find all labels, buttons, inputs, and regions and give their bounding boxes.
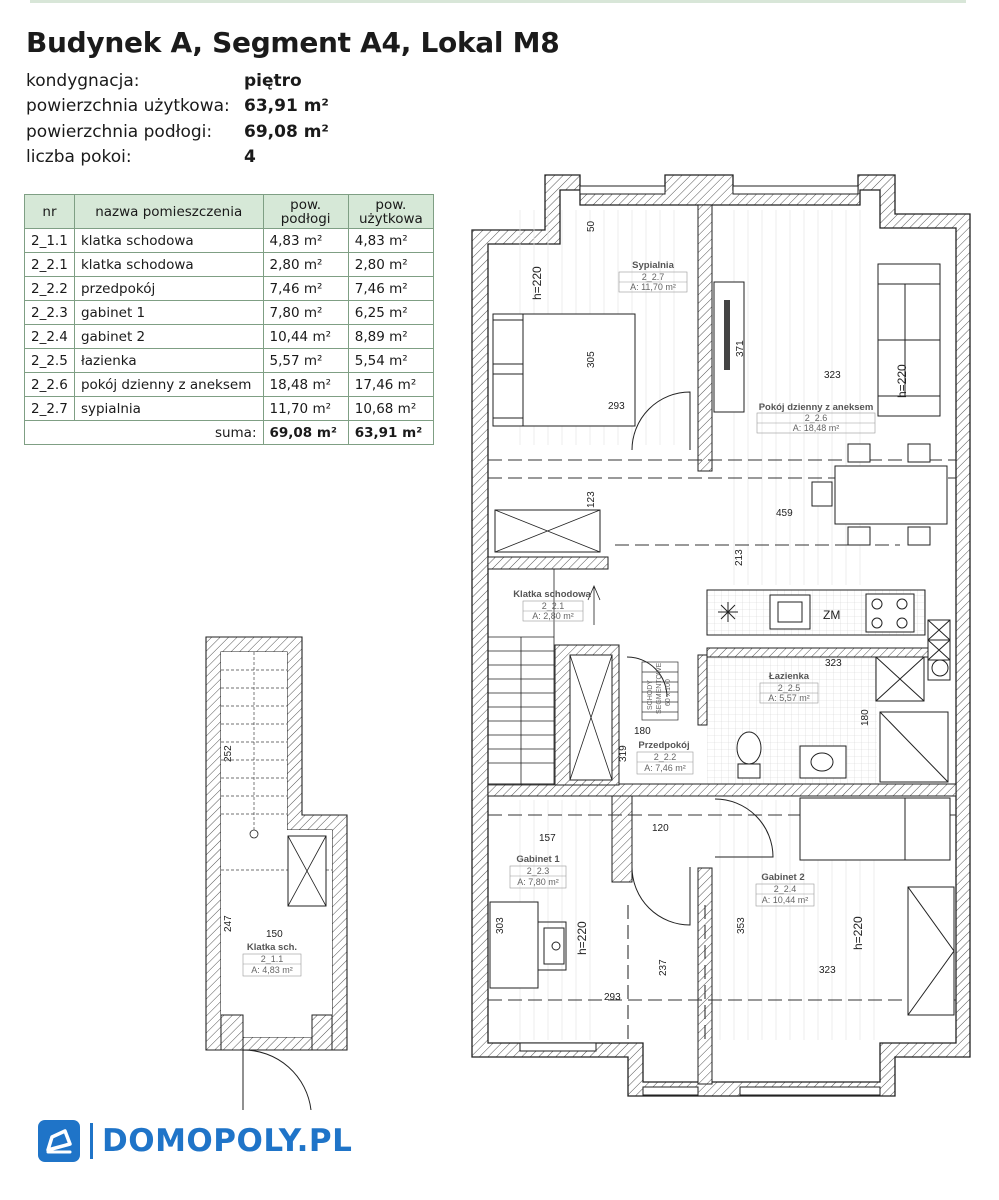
staircase-door-frame bbox=[221, 1015, 243, 1050]
info-value: 69,08 m² bbox=[244, 121, 329, 142]
svg-text:Gabinet 2: Gabinet 2 bbox=[761, 872, 805, 883]
cell-usable: 4,83 m² bbox=[348, 229, 433, 253]
cell-floor: 10,44 m² bbox=[263, 325, 348, 349]
svg-text:2_2.3: 2_2.3 bbox=[526, 866, 550, 876]
svg-text:2_2.4: 2_2.4 bbox=[773, 884, 797, 894]
room-label-przedpokoj bbox=[637, 740, 693, 774]
info-label: powierzchnia podłogi: bbox=[26, 121, 213, 142]
header-usable-line1: pow. bbox=[375, 196, 407, 213]
cell-usable: 17,46 m² bbox=[348, 373, 433, 397]
cell-nr: 2_2.5 bbox=[25, 349, 75, 373]
cell-name: gabinet 1 bbox=[74, 301, 263, 325]
logo-separator bbox=[90, 1123, 93, 1159]
dim-353: 353 bbox=[736, 917, 747, 934]
svg-text:A: 7,80 m²: A: 7,80 m² bbox=[517, 877, 559, 887]
svg-text:Klatka sch.: Klatka sch. bbox=[246, 942, 298, 953]
svg-text:Gabinet 1: Gabinet 1 bbox=[516, 854, 560, 865]
cell-name: gabinet 2 bbox=[74, 325, 263, 349]
cell-nr: 2_2.2 bbox=[25, 277, 75, 301]
header-name: nazwa pomieszczenia bbox=[74, 195, 263, 229]
svg-text:2_1.1: 2_1.1 bbox=[260, 954, 284, 964]
staircase-door bbox=[243, 1050, 311, 1110]
wall-bottom-horizontal bbox=[488, 784, 956, 796]
svg-text:Pokój dzienny z aneksem: Pokój dzienny z aneksem bbox=[758, 402, 874, 413]
wall-office1-right bbox=[612, 796, 632, 882]
svg-text:A: 7,46 m²: A: 7,46 m² bbox=[644, 763, 686, 773]
svg-text:A: 2,80 m²: A: 2,80 m² bbox=[532, 611, 574, 621]
office1-furniture bbox=[490, 902, 566, 988]
cell-usable: 5,54 m² bbox=[348, 349, 433, 373]
info-value: 63,91 m² bbox=[244, 96, 329, 117]
brand-logo[interactable] bbox=[38, 1120, 352, 1162]
office2-furniture bbox=[800, 798, 954, 1015]
svg-text:A: 11,70 m²: A: 11,70 m² bbox=[630, 282, 676, 292]
header-nr: nr bbox=[25, 195, 75, 229]
cell-name: pokój dzienny z aneksem bbox=[74, 373, 263, 397]
svg-text:Sypialnia: Sypialnia bbox=[632, 260, 674, 271]
cell-usable: 2,80 m² bbox=[348, 253, 433, 277]
height-label: h=220 bbox=[895, 364, 909, 398]
dim-150: 150 bbox=[266, 929, 283, 940]
header-floor-line2: podłogi bbox=[280, 210, 331, 227]
svg-text:Łazienka: Łazienka bbox=[768, 671, 810, 682]
cell-name: klatka schodowa bbox=[74, 229, 263, 253]
sum-floor: 69,08 m² bbox=[263, 421, 348, 445]
dim-247: 247 bbox=[223, 915, 234, 932]
info-value: 4 bbox=[244, 147, 256, 168]
cell-floor: 7,46 m² bbox=[263, 277, 348, 301]
dim-252: 252 bbox=[223, 745, 234, 762]
cell-name: łazienka bbox=[74, 349, 263, 373]
cell-floor: 4,83 m² bbox=[263, 229, 348, 253]
sofa bbox=[878, 264, 940, 416]
dim-237: 237 bbox=[658, 959, 669, 976]
cell-floor: 11,70 m² bbox=[263, 397, 348, 421]
dim-157: 157 bbox=[539, 833, 556, 844]
logo-text: DOMOPOLY.PL bbox=[102, 1123, 353, 1159]
room-label-pokoj-dzienny bbox=[757, 402, 875, 433]
dim-305: 305 bbox=[586, 351, 597, 368]
cell-floor: 18,48 m² bbox=[263, 373, 348, 397]
dim-459: 459 bbox=[776, 508, 793, 519]
svg-text:A: 18,48 m²: A: 18,48 m² bbox=[792, 423, 840, 433]
info-label: kondygnacja: bbox=[26, 70, 140, 91]
room-label-gabinet1 bbox=[510, 854, 566, 888]
stairs-label: SCHODY bbox=[647, 680, 654, 710]
staircase-door-frame bbox=[312, 1015, 332, 1050]
dim-293: 293 bbox=[608, 401, 625, 412]
header-floor-line1: pow. bbox=[290, 196, 322, 213]
svg-text:2_2.5: 2_2.5 bbox=[777, 683, 801, 693]
cell-nr: 2_2.4 bbox=[25, 325, 75, 349]
dim-213: 213 bbox=[734, 549, 745, 566]
dim-180: 180 bbox=[634, 726, 651, 737]
cell-usable: 6,25 m² bbox=[348, 301, 433, 325]
svg-text:2_2.1: 2_2.1 bbox=[541, 601, 565, 611]
tv bbox=[724, 300, 730, 370]
cell-floor: 5,57 m² bbox=[263, 349, 348, 373]
cell-usable: 10,68 m² bbox=[348, 397, 433, 421]
cell-name: sypialnia bbox=[74, 397, 263, 421]
svg-text:2_2.6: 2_2.6 bbox=[804, 413, 828, 423]
dim-371: 371 bbox=[735, 340, 746, 357]
cell-nr: 2_2.1 bbox=[25, 253, 75, 277]
dim-323: 323 bbox=[825, 658, 842, 669]
height-label: h=220 bbox=[575, 921, 589, 955]
page-title: Budynek A, Segment A4, Lokal M8 bbox=[26, 26, 560, 59]
wall-bath-left bbox=[698, 655, 707, 725]
info-label: liczba pokoi: bbox=[26, 147, 132, 168]
svg-text:A: 10,44 m²: A: 10,44 m² bbox=[761, 895, 809, 905]
dim-323: 323 bbox=[819, 965, 836, 976]
main-plan bbox=[472, 175, 970, 1096]
cell-nr: 2_2.3 bbox=[25, 301, 75, 325]
dim-123: 123 bbox=[586, 491, 597, 508]
dim-120: 120 bbox=[652, 823, 669, 834]
dim-50: 50 bbox=[586, 220, 597, 232]
cell-usable: 7,46 m² bbox=[348, 277, 433, 301]
svg-text:Przedpokój: Przedpokój bbox=[638, 740, 690, 751]
wall-stair-block bbox=[488, 557, 608, 569]
cell-floor: 7,80 m² bbox=[263, 301, 348, 325]
cell-name: przedpokój bbox=[74, 277, 263, 301]
stairs-label: 60 x 100 bbox=[665, 679, 672, 706]
svg-text:Klatka schodowa: Klatka schodowa bbox=[513, 589, 591, 600]
dim-293: 293 bbox=[604, 992, 621, 1003]
cell-floor: 2,80 m² bbox=[263, 253, 348, 277]
cell-nr: 2_2.6 bbox=[25, 373, 75, 397]
wall-bedroom-living bbox=[698, 205, 712, 471]
dim-319: 319 bbox=[618, 745, 629, 762]
svg-text:2_2.7: 2_2.7 bbox=[641, 272, 665, 282]
cell-usable: 8,89 m² bbox=[348, 325, 433, 349]
fridge-label: ZM bbox=[823, 608, 841, 622]
sum-label: suma: bbox=[25, 421, 264, 445]
height-label: h=220 bbox=[530, 266, 544, 300]
header-usable-line2: użytkowa bbox=[358, 210, 423, 227]
cell-nr: 2_1.1 bbox=[25, 229, 75, 253]
room-label-sypialnia bbox=[619, 260, 687, 292]
svg-text:A: 5,57 m²: A: 5,57 m² bbox=[768, 693, 810, 703]
sum-usable: 63,91 m² bbox=[348, 421, 433, 445]
dim-303: 303 bbox=[495, 917, 506, 934]
staircase-plan bbox=[206, 637, 347, 1110]
cell-name: klatka schodowa bbox=[74, 253, 263, 277]
wall-bath-top bbox=[707, 648, 933, 657]
stairs-label: SEGMENTOWE bbox=[656, 662, 663, 714]
svg-text:A: 4,83 m²: A: 4,83 m² bbox=[251, 965, 293, 975]
dim-323: 323 bbox=[824, 370, 841, 381]
house-icon bbox=[38, 1120, 80, 1162]
room-label-klatka-schodowa bbox=[513, 589, 591, 621]
dim-180: 180 bbox=[860, 709, 871, 726]
svg-text:2_2.2: 2_2.2 bbox=[653, 752, 677, 762]
room-label-gabinet2 bbox=[756, 872, 814, 906]
info-value: piętro bbox=[244, 70, 302, 91]
info-label: powierzchnia użytkowa: bbox=[26, 96, 230, 117]
cell-nr: 2_2.7 bbox=[25, 397, 75, 421]
height-label: h=220 bbox=[851, 916, 865, 950]
